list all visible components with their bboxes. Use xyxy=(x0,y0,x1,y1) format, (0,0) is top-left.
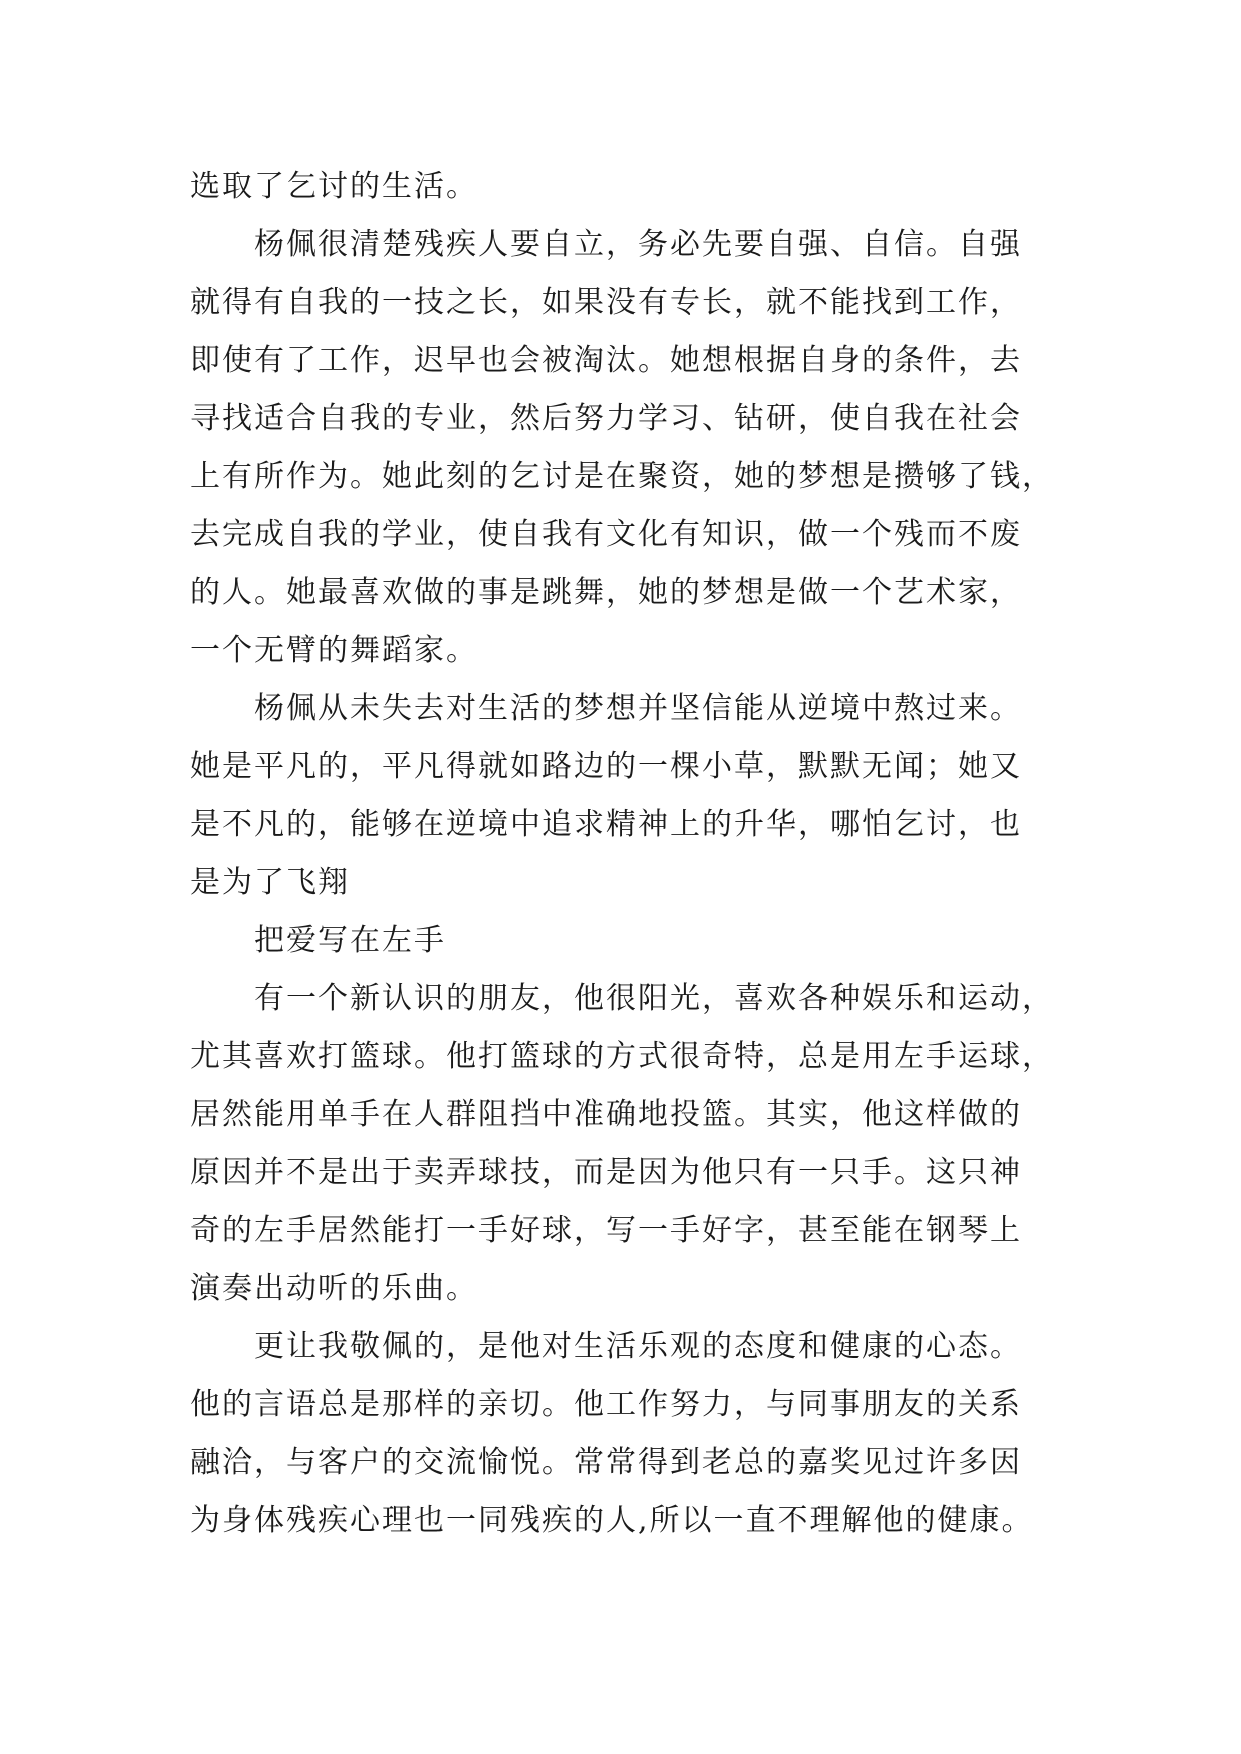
text-line: 更让我敬佩的，是他对生活乐观的态度和健康的心态。 xyxy=(190,1329,1022,1364)
text-line: 是不凡的，能够在逆境中追求精神上的升华，哪怕乞讨，也 xyxy=(190,807,1022,842)
text-line: 选取了乞讨的生活。 xyxy=(190,169,478,204)
text-line: 的人。她最喜欢做的事是跳舞，她的梦想是做一个艺术家， xyxy=(190,575,1022,610)
text-line: 有一个新认识的朋友，他很阳光，喜欢各种娱乐和运动， xyxy=(190,981,1054,1016)
text-line: 原因并不是出于卖弄球技，而是因为他只有一只手。这只神 xyxy=(190,1155,1022,1190)
text-line: 尤其喜欢打篮球。他打篮球的方式很奇特，总是用左手运球， xyxy=(190,1039,1054,1074)
text-line: 一个无臂的舞蹈家。 xyxy=(190,633,478,668)
paragraph xyxy=(190,1318,1070,1550)
paragraph xyxy=(190,970,1070,1318)
text-line: 杨佩很清楚残疾人要自立，务必先要自强、自信。自强 xyxy=(190,227,1022,262)
text-line: 他的言语总是那样的亲切。他工作努力，与同事朋友的关系 xyxy=(190,1387,1022,1422)
text-line: 寻找适合自我的专业，然后努力学习、钻研，使自我在社会 xyxy=(190,401,1022,436)
text-line: 融洽，与客户的交流愉悦。常常得到老总的嘉奖见过许多因 xyxy=(190,1445,1022,1480)
text-line: 奇的左手居然能打一手好球，写一手好字，甚至能在钢琴上 xyxy=(190,1213,1022,1248)
text-line: 杨佩从未失去对生活的梦想并坚信能从逆境中熬过来。 xyxy=(190,691,1022,726)
text-line: 居然能用单手在人群阻挡中准确地投篮。其实，他这样做的 xyxy=(190,1097,1022,1132)
text-line: 演奏出动听的乐曲。 xyxy=(190,1271,478,1306)
paragraph xyxy=(190,216,1070,680)
text-line: 就得有自我的一技之长，如果没有专长，就不能找到工作， xyxy=(190,285,1022,320)
text-line: 是为了飞翔 xyxy=(190,865,350,900)
text-line: 把爱写在左手 xyxy=(190,923,446,958)
text-line: 去完成自我的学业，使自我有文化有知识，做一个残而不废 xyxy=(190,517,1022,552)
document-body xyxy=(190,158,1070,1550)
paragraph xyxy=(190,158,1070,216)
text-line: 上有所作为。她此刻的乞讨是在聚资，她的梦想是攒够了钱， xyxy=(190,459,1054,494)
section-heading xyxy=(190,912,1070,970)
text-line: 她是平凡的，平凡得就如路边的一棵小草，默默无闻；她又 xyxy=(190,749,1022,784)
text-line: 为身体残疾心理也一同残疾的人,所以一直不理解他的健康。 xyxy=(190,1503,1034,1538)
paragraph xyxy=(190,680,1070,912)
text-line: 即使有了工作，迟早也会被淘汰。她想根据自身的条件，去 xyxy=(190,343,1022,378)
